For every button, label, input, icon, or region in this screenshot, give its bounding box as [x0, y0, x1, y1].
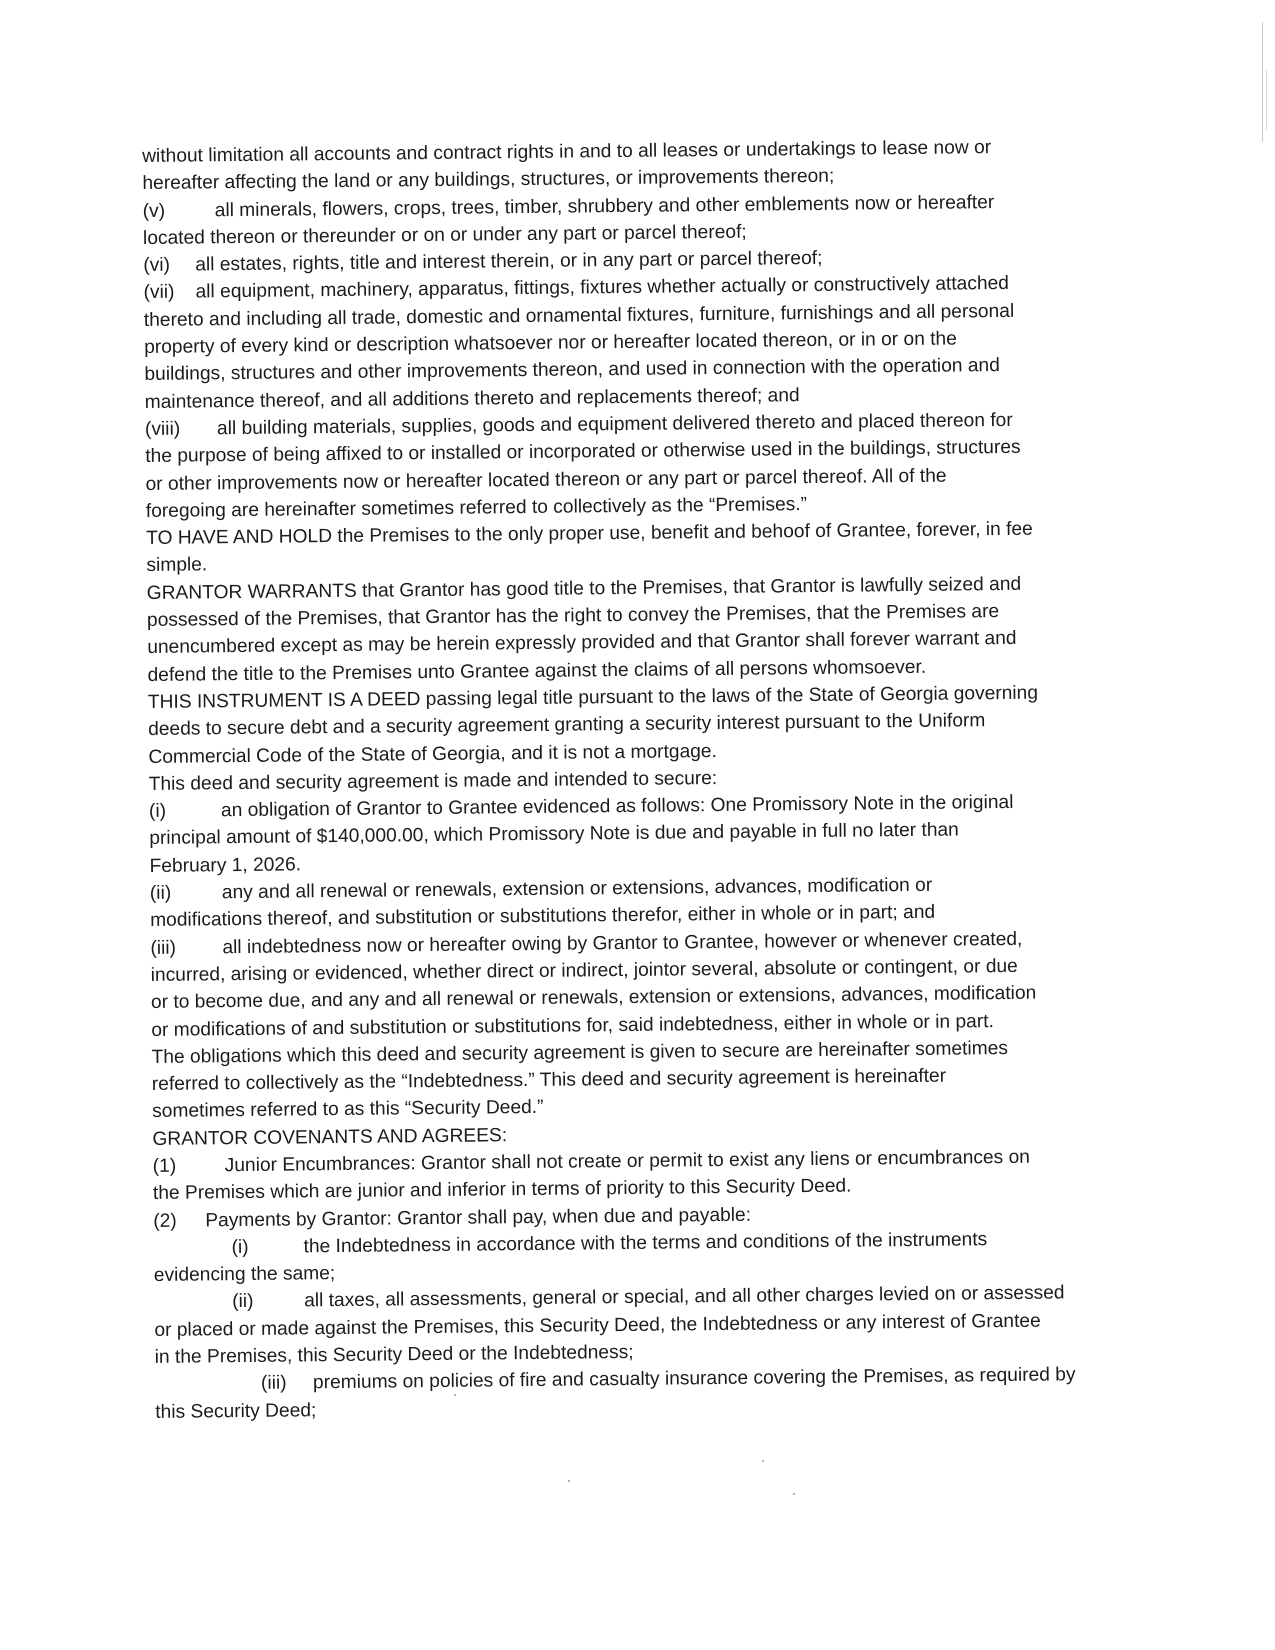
item-number: (viii)	[144, 418, 181, 440]
item-number: (ii)	[149, 882, 172, 904]
item-text: all building materials, supplies, goods and equipment delivered thereto and placed thereon for	[216, 409, 1013, 440]
text-line: the Premises which are junior and inferior in terms of priority to this Security Deed.	[152, 1175, 852, 1205]
text-line: sometimes referred to as this “Security Deed.”	[152, 1097, 544, 1123]
item-number: (2)	[153, 1210, 177, 1232]
text-line: hereafter affecting the land or any buildings, structures, or improvements thereon;	[142, 166, 835, 195]
item-text: any and all renewal or renewals, extension or extensions, advances, modification or	[221, 874, 933, 904]
text-line: principal amount of $140,000.00, which Promissory Note is due and payable in full no later than	[149, 819, 959, 850]
scan-speck	[793, 1493, 795, 1495]
item-text: Junior Encumbrances: Grantor shall not create or permit to exist any liens or encumbrances on	[224, 1146, 1030, 1177]
scan-speck	[762, 1460, 764, 1462]
item-text: premiums on policies of fire and casualty insurance covering the Premises, as required by	[312, 1364, 1076, 1394]
item-text: an obligation of Grantor to Grantee evidenced as follows: One Promissory Note in the original	[220, 792, 1014, 822]
text-line: or to become due, and any and all renewal or renewals, extension or extensions, advances, modification	[150, 982, 1037, 1014]
scan-edge-mark	[1266, 70, 1267, 130]
text-line: possessed of the Premises, that Grantor has the right to convey the Premises, that the Premises are	[146, 601, 1000, 632]
text-line: TO HAVE AND HOLD the Premises to the only proper use, benefit and behoof of Grantee, forever, in fee	[146, 518, 1033, 550]
text-line: simple.	[146, 554, 208, 577]
item-number: (vi)	[143, 254, 171, 277]
text-line: modifications thereof, and substitution or substitutions therefor, either in whole or in part; and	[150, 902, 936, 932]
item-number: (vii)	[143, 282, 175, 304]
section-heading: GRANTOR COVENANTS AND AGREES:	[152, 1124, 508, 1150]
text-line: referred to collectively as the “Indebtedness.” This deed and security agreement is hereinafter	[151, 1065, 947, 1096]
item-text: all minerals, flowers, crops, trees, timber, shrubbery and other emblements now or hereafter	[214, 191, 995, 221]
text-line: February 1, 2026.	[149, 854, 302, 877]
item-text: all equipment, machinery, apparatus, fittings, fixtures whether actually or constructively attached	[195, 273, 1010, 303]
text-line: This deed and security agreement is made and intended to secure:	[148, 767, 718, 795]
item-text: all estates, rights, title and interest therein, or in any part or parcel thereof;	[195, 248, 823, 276]
item-number: (iii)	[260, 1372, 287, 1395]
text-line: located thereon or thereunder or on or under any part or parcel thereof;	[142, 221, 747, 249]
item-number: (v)	[142, 200, 166, 222]
item-number: (i)	[231, 1236, 249, 1258]
text-line: Commercial Code of the State of Georgia, and it is not a mortgage.	[148, 740, 717, 768]
text-line: in the Premises, this Security Deed or the Indebtedness;	[154, 1341, 634, 1368]
item-text: all taxes, all assessments, general or special, and all other charges levied on or assessed	[304, 1282, 1065, 1312]
text-line: or placed or made against the Premises, this Security Deed, the Indebtedness or any interest of Grantee	[154, 1310, 1041, 1341]
text-line: The obligations which this deed and security agreement is given to secure are hereinafter sometimes	[151, 1037, 1009, 1068]
text-line: thereto and including all trade, domestic and ornamental fixtures, furniture, furnishings and all personal	[143, 300, 1015, 331]
text-line: foregoing are hereinafter sometimes referred to collectively as the “Premises.”	[145, 493, 808, 522]
item-number: (ii)	[232, 1291, 254, 1313]
text-line: without limitation all accounts and contract rights in and to all leases or undertakings to lease now or	[142, 137, 992, 167]
text-line: deeds to secure debt and a security agreement granting a security interest pursuant to the Uniform	[148, 710, 986, 741]
text-line: unencumbered except as may be herein expressly provided and that Grantor shall forever warrant and	[147, 628, 1017, 659]
text-line: property of every kind or description whatsoever nor or hereafter located thereon, or in or on the	[144, 328, 957, 359]
item-number: (i)	[148, 800, 167, 823]
scan-speck	[568, 1480, 570, 1482]
item-number: (1)	[152, 1155, 177, 1177]
text-line: defend the title to the Premises unto Grantee against the claims of all persons whomsoever.	[147, 656, 927, 686]
item-text: the Indebtedness in accordance with the terms and conditions of the instruments	[303, 1229, 988, 1258]
item-text: Payments by Grantor: Grantor shall pay, when due and payable:	[205, 1204, 752, 1231]
text-line: or other improvements now or hereafter located thereon or any part or parcel thereof. All of the	[145, 465, 947, 495]
item-text: all indebtedness now or hereafter owing by Grantor to Grantee, however or whenever created,	[222, 928, 1023, 958]
item-number: (iii)	[150, 937, 177, 959]
text-line: GRANTOR WARRANTS that Grantor has good title to the Premises, that Grantor is lawfully seized and	[146, 573, 1022, 604]
deed-body-text	[142, 133, 1145, 1426]
text-line: this Security Deed;	[155, 1399, 317, 1423]
text-line: or modifications of and substitution or substitutions for, said indebtedness, either in whole or in part.	[151, 1010, 994, 1041]
scan-edge-mark	[1262, 22, 1263, 142]
text-line: incurred, arising or evidenced, whether direct or indirect, jointor several, absolute or contingent, or due	[150, 955, 1018, 986]
text-line: buildings, structures and other improvements thereon, and used in connection with the operation and	[144, 355, 1000, 386]
text-line: evidencing the same;	[153, 1263, 336, 1287]
text-line: maintenance thereof, and all additions thereto and replacements thereof; and	[144, 384, 800, 413]
text-line: the purpose of being affixed to or installed or incorporated or otherwise used in the buildings, structures	[145, 437, 1021, 468]
text-line: THIS INSTRUMENT IS A DEED passing legal title pursuant to the laws of the State of Georgia governing	[147, 682, 1039, 713]
